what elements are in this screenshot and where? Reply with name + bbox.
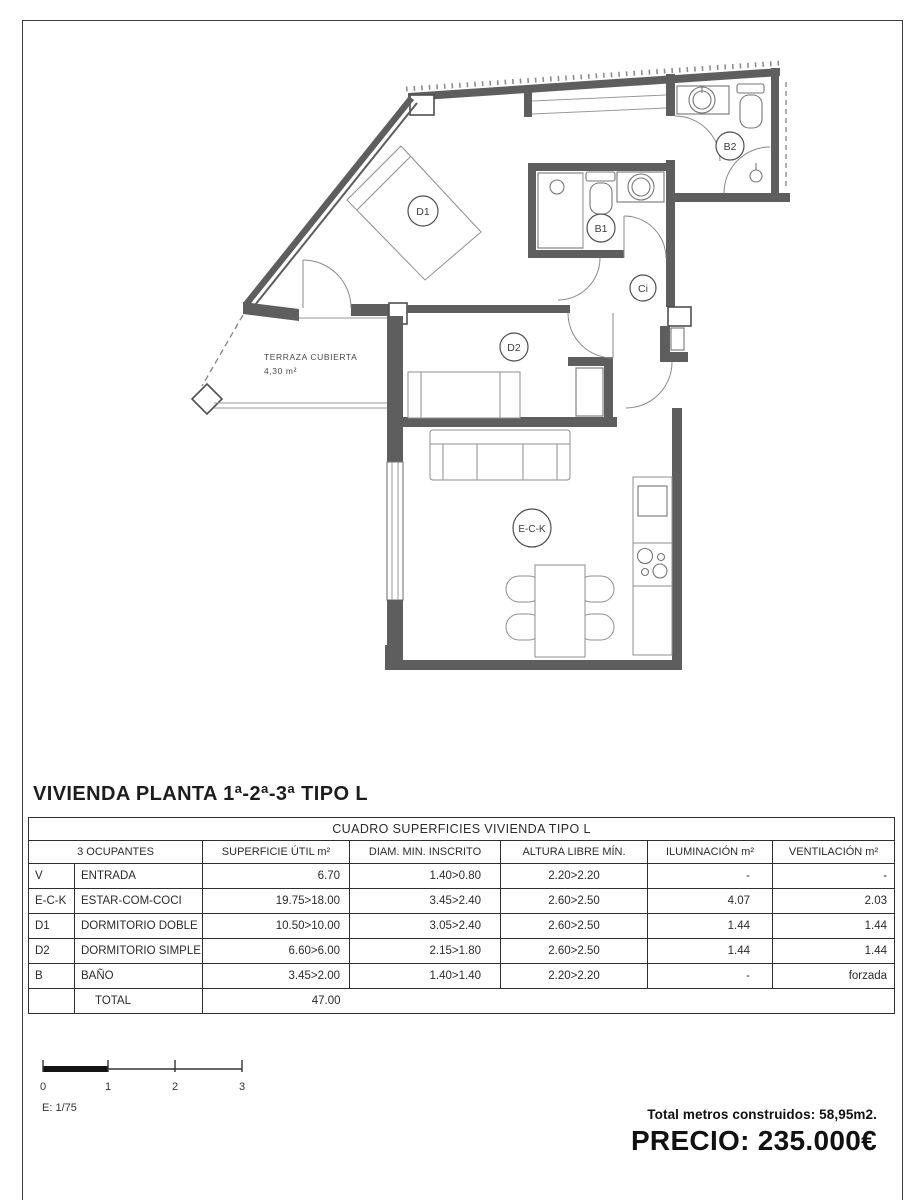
terrace-label: TERRAZA CUBIERTA: [264, 352, 358, 362]
b2-label: B2: [723, 141, 737, 153]
header-ocupantes: 3 OCUPANTES: [29, 841, 203, 864]
d1-door-arc: [303, 260, 351, 308]
niche-box: [671, 328, 684, 350]
hall-window-sill: [532, 108, 666, 114]
b2-drain: [750, 170, 762, 182]
cell-empty-merged: [350, 989, 895, 1014]
divider-wall: [351, 304, 389, 316]
cell-ventilacion: 2.03: [773, 889, 895, 914]
hob-burner: [642, 569, 649, 576]
hob-burner: [638, 549, 653, 564]
cell-name: ENTRADA: [75, 864, 203, 889]
d2-bed: [408, 372, 520, 418]
b1-toilet-cistern: [586, 172, 615, 181]
table-row: [29, 889, 895, 914]
terrace-dashed-edge: [202, 315, 243, 386]
cell-altura: 2.20>2.20: [501, 864, 648, 889]
cell-name: ESTAR-COM-COCI: [75, 889, 203, 914]
cell-name: DORMITORIO DOBLE: [75, 914, 203, 939]
b2-left-wall-upper: [666, 74, 675, 116]
hall-door-arc: [558, 258, 600, 300]
b1-door-arc: [624, 216, 666, 258]
cell-altura: 2.20>2.20: [501, 964, 648, 989]
cell-superficie: 6.60>6.00: [203, 939, 350, 964]
niche-bottom-wall: [660, 352, 688, 362]
table-header-row: [29, 841, 895, 864]
header-iluminacion: ILUMINACIÓN m²: [648, 841, 773, 864]
table-row: [29, 964, 895, 989]
sofa: [430, 430, 570, 480]
eck-bottom-wall: [398, 660, 682, 670]
cell-code: D2: [29, 939, 75, 964]
scale-ratio-label: E: 1/75: [42, 1102, 77, 1114]
cell-ventilacion: -: [773, 864, 895, 889]
cell-iluminacion: -: [648, 864, 773, 889]
cell-altura: 2.60>2.50: [501, 889, 648, 914]
terrace-top-wall: [243, 302, 299, 321]
cell-name: BAÑO: [75, 964, 203, 989]
table-row: [29, 939, 895, 964]
b1-left-wall: [528, 163, 536, 258]
b1-bottom-wall: [528, 250, 624, 258]
cell-name: DORMITORIO SIMPLE: [75, 939, 203, 964]
header-diam: DIAM. MIN. INSCRITO: [350, 841, 501, 864]
header-superficie: SUPERFICIE ÚTIL m²: [203, 841, 350, 864]
window-post: [524, 90, 532, 117]
b2-right-wall: [771, 68, 779, 193]
cell-ventilacion: 1.44: [773, 939, 895, 964]
b1-sink-bowl: [632, 178, 650, 196]
d2-door-arc: [568, 313, 613, 358]
b1-label: B1: [594, 223, 608, 235]
cell-ventilacion: forzada: [773, 964, 895, 989]
hall-window-line: [532, 95, 666, 101]
scale-bar-solid: [43, 1066, 108, 1072]
header-altura: ALTURA LIBRE MÍN.: [501, 841, 648, 864]
entrance-door-arc: [626, 362, 672, 408]
closet-interior: [576, 368, 603, 416]
cell-iluminacion: -: [648, 964, 773, 989]
b2-sink-bowl: [693, 91, 711, 109]
cell-total-value: 47.00: [203, 989, 350, 1014]
cell-ventilacion: 1.44: [773, 914, 895, 939]
cell-altura: 2.60>2.50: [501, 914, 648, 939]
cell-altura: 2.60>2.50: [501, 939, 648, 964]
price: PRECIO: 235.000€: [630, 1125, 877, 1156]
table-caption-row: [29, 818, 895, 841]
b2-toilet-cistern: [737, 84, 764, 93]
d2-label: D2: [507, 342, 521, 354]
cell-iluminacion: 4.07: [648, 889, 773, 914]
cell-superficie: 6.70: [203, 864, 350, 889]
cell-diam: 2.15>1.80: [350, 939, 501, 964]
b1-top-wall: [528, 163, 666, 171]
scale-number: 2: [171, 1081, 179, 1093]
cell-total-label: TOTAL: [75, 989, 203, 1014]
closet-right-wall: [604, 357, 613, 427]
corner-column: [410, 95, 434, 115]
header-ventilacion: VENTILACIÓN m²: [773, 841, 895, 864]
terrace-column: [192, 384, 222, 414]
fridge: [638, 486, 667, 516]
page-title: VIVIENDA PLANTA 1ª-2ª-3ª TIPO L: [33, 783, 369, 805]
cell-diam: 1.40>1.40: [350, 964, 501, 989]
terrace: [192, 315, 387, 414]
surfaces-table: [28, 817, 895, 1014]
cell-iluminacion: 1.44: [648, 914, 773, 939]
terrace-area-label: 4,30 m²: [264, 366, 298, 376]
cell-code: V: [29, 864, 75, 889]
scale-number: 0: [39, 1081, 47, 1093]
d2-top-wall: [407, 305, 570, 313]
footer: [631, 1107, 877, 1157]
b1-toilet: [590, 183, 612, 214]
d1-label: D1: [416, 206, 430, 218]
cell-iluminacion: 1.44: [648, 939, 773, 964]
b1-shower-head: [550, 180, 564, 194]
eck-right-wall: [672, 408, 682, 670]
table-row: [29, 914, 895, 939]
hob-burner: [658, 554, 665, 561]
scale-bar: [40, 1060, 245, 1114]
wall-stub-upper: [387, 420, 403, 462]
ci-label: Ci: [638, 283, 648, 295]
table-total-row: [29, 989, 895, 1014]
hall-right-wall: [666, 160, 675, 307]
cell-superficie: 3.45>2.00: [203, 964, 350, 989]
cell-empty: [29, 989, 75, 1014]
scale-number: 1: [104, 1081, 112, 1093]
d2-left-wall: [387, 316, 403, 420]
cell-diam: 1.40>0.80: [350, 864, 501, 889]
dining-table: [535, 565, 585, 657]
total-built-meters: Total metros construidos: 58,95m2.: [647, 1107, 877, 1122]
hob-burner: [653, 564, 667, 578]
doors: [303, 116, 770, 408]
b2-door-arc: [675, 116, 720, 161]
scale-number: 3: [238, 1081, 246, 1093]
cell-code: D1: [29, 914, 75, 939]
b2-bottom-wall: [666, 193, 790, 202]
cell-superficie: 10.50>10.00: [203, 914, 350, 939]
cell-diam: 3.45>2.40: [350, 889, 501, 914]
cell-code: E-C-K: [29, 889, 75, 914]
b2-toilet: [740, 95, 762, 128]
table-caption: CUADRO SUPERFICIES VIVIENDA TIPO L: [29, 818, 895, 841]
eck-window: [387, 462, 403, 600]
table-row: [29, 864, 895, 889]
entry-column: [668, 307, 691, 326]
cell-superficie: 19.75>18.00: [203, 889, 350, 914]
wall-stub-lower: [387, 600, 403, 648]
eck-label: E-C-K: [518, 524, 546, 535]
cell-diam: 3.05>2.40: [350, 914, 501, 939]
cell-code: B: [29, 964, 75, 989]
